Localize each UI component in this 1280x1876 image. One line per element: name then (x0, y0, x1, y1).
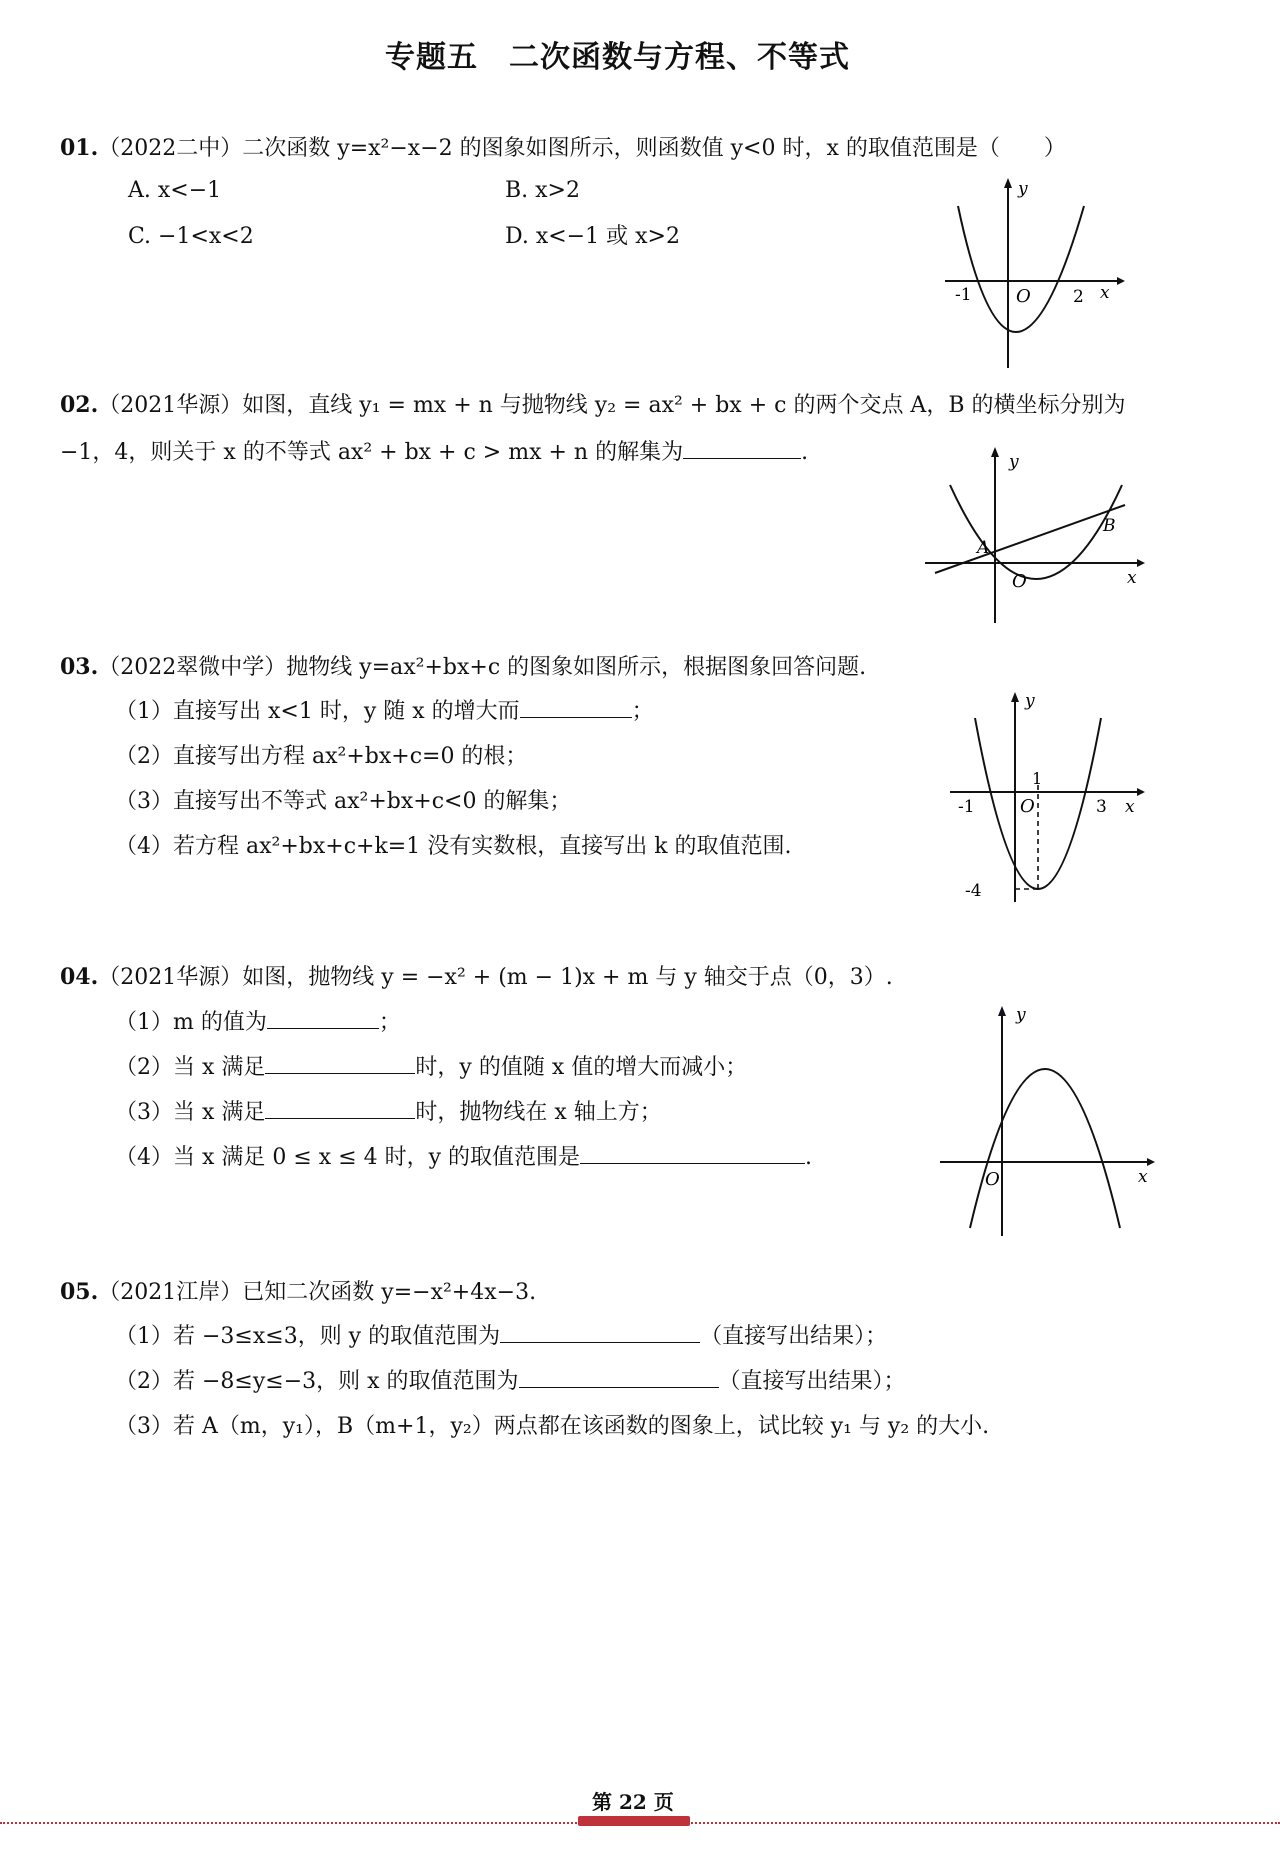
question-3-part-2: （2）直接写出方程 ax²+bx+c=0 的根； (115, 744, 528, 769)
option-c: C. −1<x<2 (128, 224, 254, 249)
answer-blank[interactable] (519, 1367, 719, 1388)
question-text: ； (378, 1010, 401, 1035)
question-number: 04. (60, 964, 99, 990)
question-text: 时，抛物线在 x 轴上方； (415, 1100, 662, 1125)
question-number: 05. (60, 1279, 99, 1305)
question-text: （直接写出结果）； (718, 1369, 906, 1394)
question-text: （直接写出结果）； (700, 1324, 888, 1349)
question-text: （1）若 −3≤x≤3，则 y 的取值范围为 (115, 1324, 501, 1349)
question-number: 02. (60, 392, 99, 418)
question-5-stem (60, 1277, 536, 1308)
question-4-stem (60, 962, 893, 993)
question-text: （2）当 x 满足 (115, 1055, 266, 1080)
footer-accent-bar (578, 1816, 690, 1826)
answer-blank[interactable] (580, 1143, 805, 1164)
q4-graph (940, 1000, 1155, 1240)
question-text: （1）m 的值为 (115, 1010, 267, 1035)
answer-blank[interactable] (500, 1322, 700, 1343)
question-text: ； (631, 699, 654, 724)
x-axis-label: x (1125, 797, 1135, 817)
origin-label: O (1020, 796, 1035, 817)
question-text: （1）直接写出 x<1 时，y 随 x 的增大而 (115, 699, 520, 724)
question-source: （2021江岸） (98, 1280, 243, 1305)
root-left-label: -1 (958, 797, 975, 817)
answer-blank[interactable] (520, 697, 632, 718)
question-text: −1，4，则关于 x 的不等式 ax² + bx + c > mx + n 的解集为 (60, 440, 684, 465)
origin-label: O (985, 1169, 1000, 1190)
y-axis-label: y (1016, 1005, 1026, 1025)
question-number: 03. (60, 654, 99, 680)
question-text: . (805, 1145, 813, 1170)
x-axis-arrow (1137, 559, 1145, 567)
question-5-part-3: （3）若 A（m，y₁），B（m+1，y₂）两点都在该函数的图象上，试比较 y₁ 与 y₂ 的大小. (115, 1414, 990, 1439)
answer-blank[interactable] (683, 438, 801, 459)
x-axis-label: x (1138, 1167, 1148, 1187)
page-number: 第 22 页 (592, 1790, 674, 1814)
question-text: 抛物线 y=ax²+bx+c 的图象如图所示，根据图象回答问题. (286, 655, 867, 680)
answer-blank[interactable] (265, 1098, 415, 1119)
x-axis-arrow (1117, 277, 1125, 285)
root-right-label: 3 (1096, 797, 1107, 817)
question-text: （2）若 −8≤y≤−3，则 x 的取值范围为 (115, 1369, 519, 1394)
y-axis-arrow (998, 1006, 1006, 1016)
option-a: A. x<−1 (128, 178, 222, 203)
question-4-part-1 (115, 1008, 401, 1038)
question-text: 时，y 的值随 x 值的增大而减小； (415, 1055, 748, 1080)
question-text: （4）当 x 满足 0 ≤ x ≤ 4 时，y 的取值范围是 (115, 1145, 581, 1170)
answer-blank[interactable] (265, 1053, 415, 1074)
root-right-label: 2 (1073, 287, 1084, 307)
parabola (950, 485, 1122, 579)
question-text: 已知二次函数 y=−x²+4x−3. (242, 1280, 537, 1305)
question-text: 如图，抛物线 y = −x² + (m − 1)x + m 与 y 轴交于点（0，3）. (242, 965, 893, 990)
parabola (958, 206, 1084, 332)
question-source: （2021华源） (98, 393, 243, 418)
question-number: 01. (60, 135, 99, 161)
question-text: 如图，直线 y₁ = mx + n 与抛物线 y₂ = ax² + bx + c 的两个交点 A，B 的横坐标分别为 (242, 393, 1126, 418)
question-text: （3）当 x 满足 (115, 1100, 266, 1125)
y-axis-arrow (991, 447, 999, 457)
question-3-part-1 (115, 697, 654, 727)
x-axis-arrow (1147, 1158, 1155, 1166)
question-5-part-1 (115, 1322, 887, 1352)
point-a-label: A (977, 538, 990, 558)
question-3-stem (60, 652, 866, 683)
question-3-part-4: （4）若方程 ax²+bx+c+k=1 没有实数根，直接写出 k 的取值范围. (115, 834, 792, 859)
question-source: （2021华源） (98, 965, 243, 990)
option-d: D. x<−1 或 x>2 (505, 224, 680, 249)
x-axis-arrow (1137, 788, 1145, 796)
origin-label: O (1016, 286, 1031, 307)
min-value-label: -4 (965, 881, 982, 901)
question-source: （2022二中） (98, 136, 243, 161)
question-4-part-4 (115, 1143, 812, 1173)
option-b: B. x>2 (505, 178, 580, 203)
question-5-part-2 (115, 1367, 906, 1397)
root-left-label: -1 (955, 285, 972, 305)
answer-blank[interactable] (267, 1008, 379, 1029)
axis-mark-label: 1 (1032, 769, 1043, 788)
y-axis-label: y (1009, 452, 1019, 472)
y-axis-label: y (1018, 179, 1028, 199)
question-2-stem (60, 390, 1125, 421)
parabola (970, 1069, 1120, 1228)
q2-graph (925, 445, 1145, 625)
question-source: （2022翠微中学） (98, 655, 287, 680)
q1-graph (945, 178, 1125, 373)
question-4-part-2 (115, 1053, 747, 1083)
question-4-part-3 (115, 1098, 662, 1128)
y-axis-arrow (1011, 692, 1019, 702)
y-axis-label: y (1025, 691, 1035, 711)
origin-label: O (1012, 571, 1027, 592)
y-axis-arrow (1004, 178, 1012, 188)
question-2-line2: −1，4，则关于 x 的不等式 ax² + bx + c > mx + n 的解集为 . (60, 440, 809, 465)
page-title: 专题五 二次函数与方程、不等式 (385, 40, 850, 75)
x-axis-label: x (1127, 568, 1137, 588)
x-axis-label: x (1100, 283, 1110, 303)
question-3-part-3: （3）直接写出不等式 ax²+bx+c<0 的解集； (115, 789, 572, 814)
q3-graph (950, 690, 1145, 905)
point-b-label: B (1103, 516, 1116, 536)
question-text: 二次函数 y=x²−x−2 的图象如图所示，则函数值 y<0 时，x 的取值范围是（ ） (242, 136, 1066, 161)
question-1-stem (60, 133, 1066, 164)
